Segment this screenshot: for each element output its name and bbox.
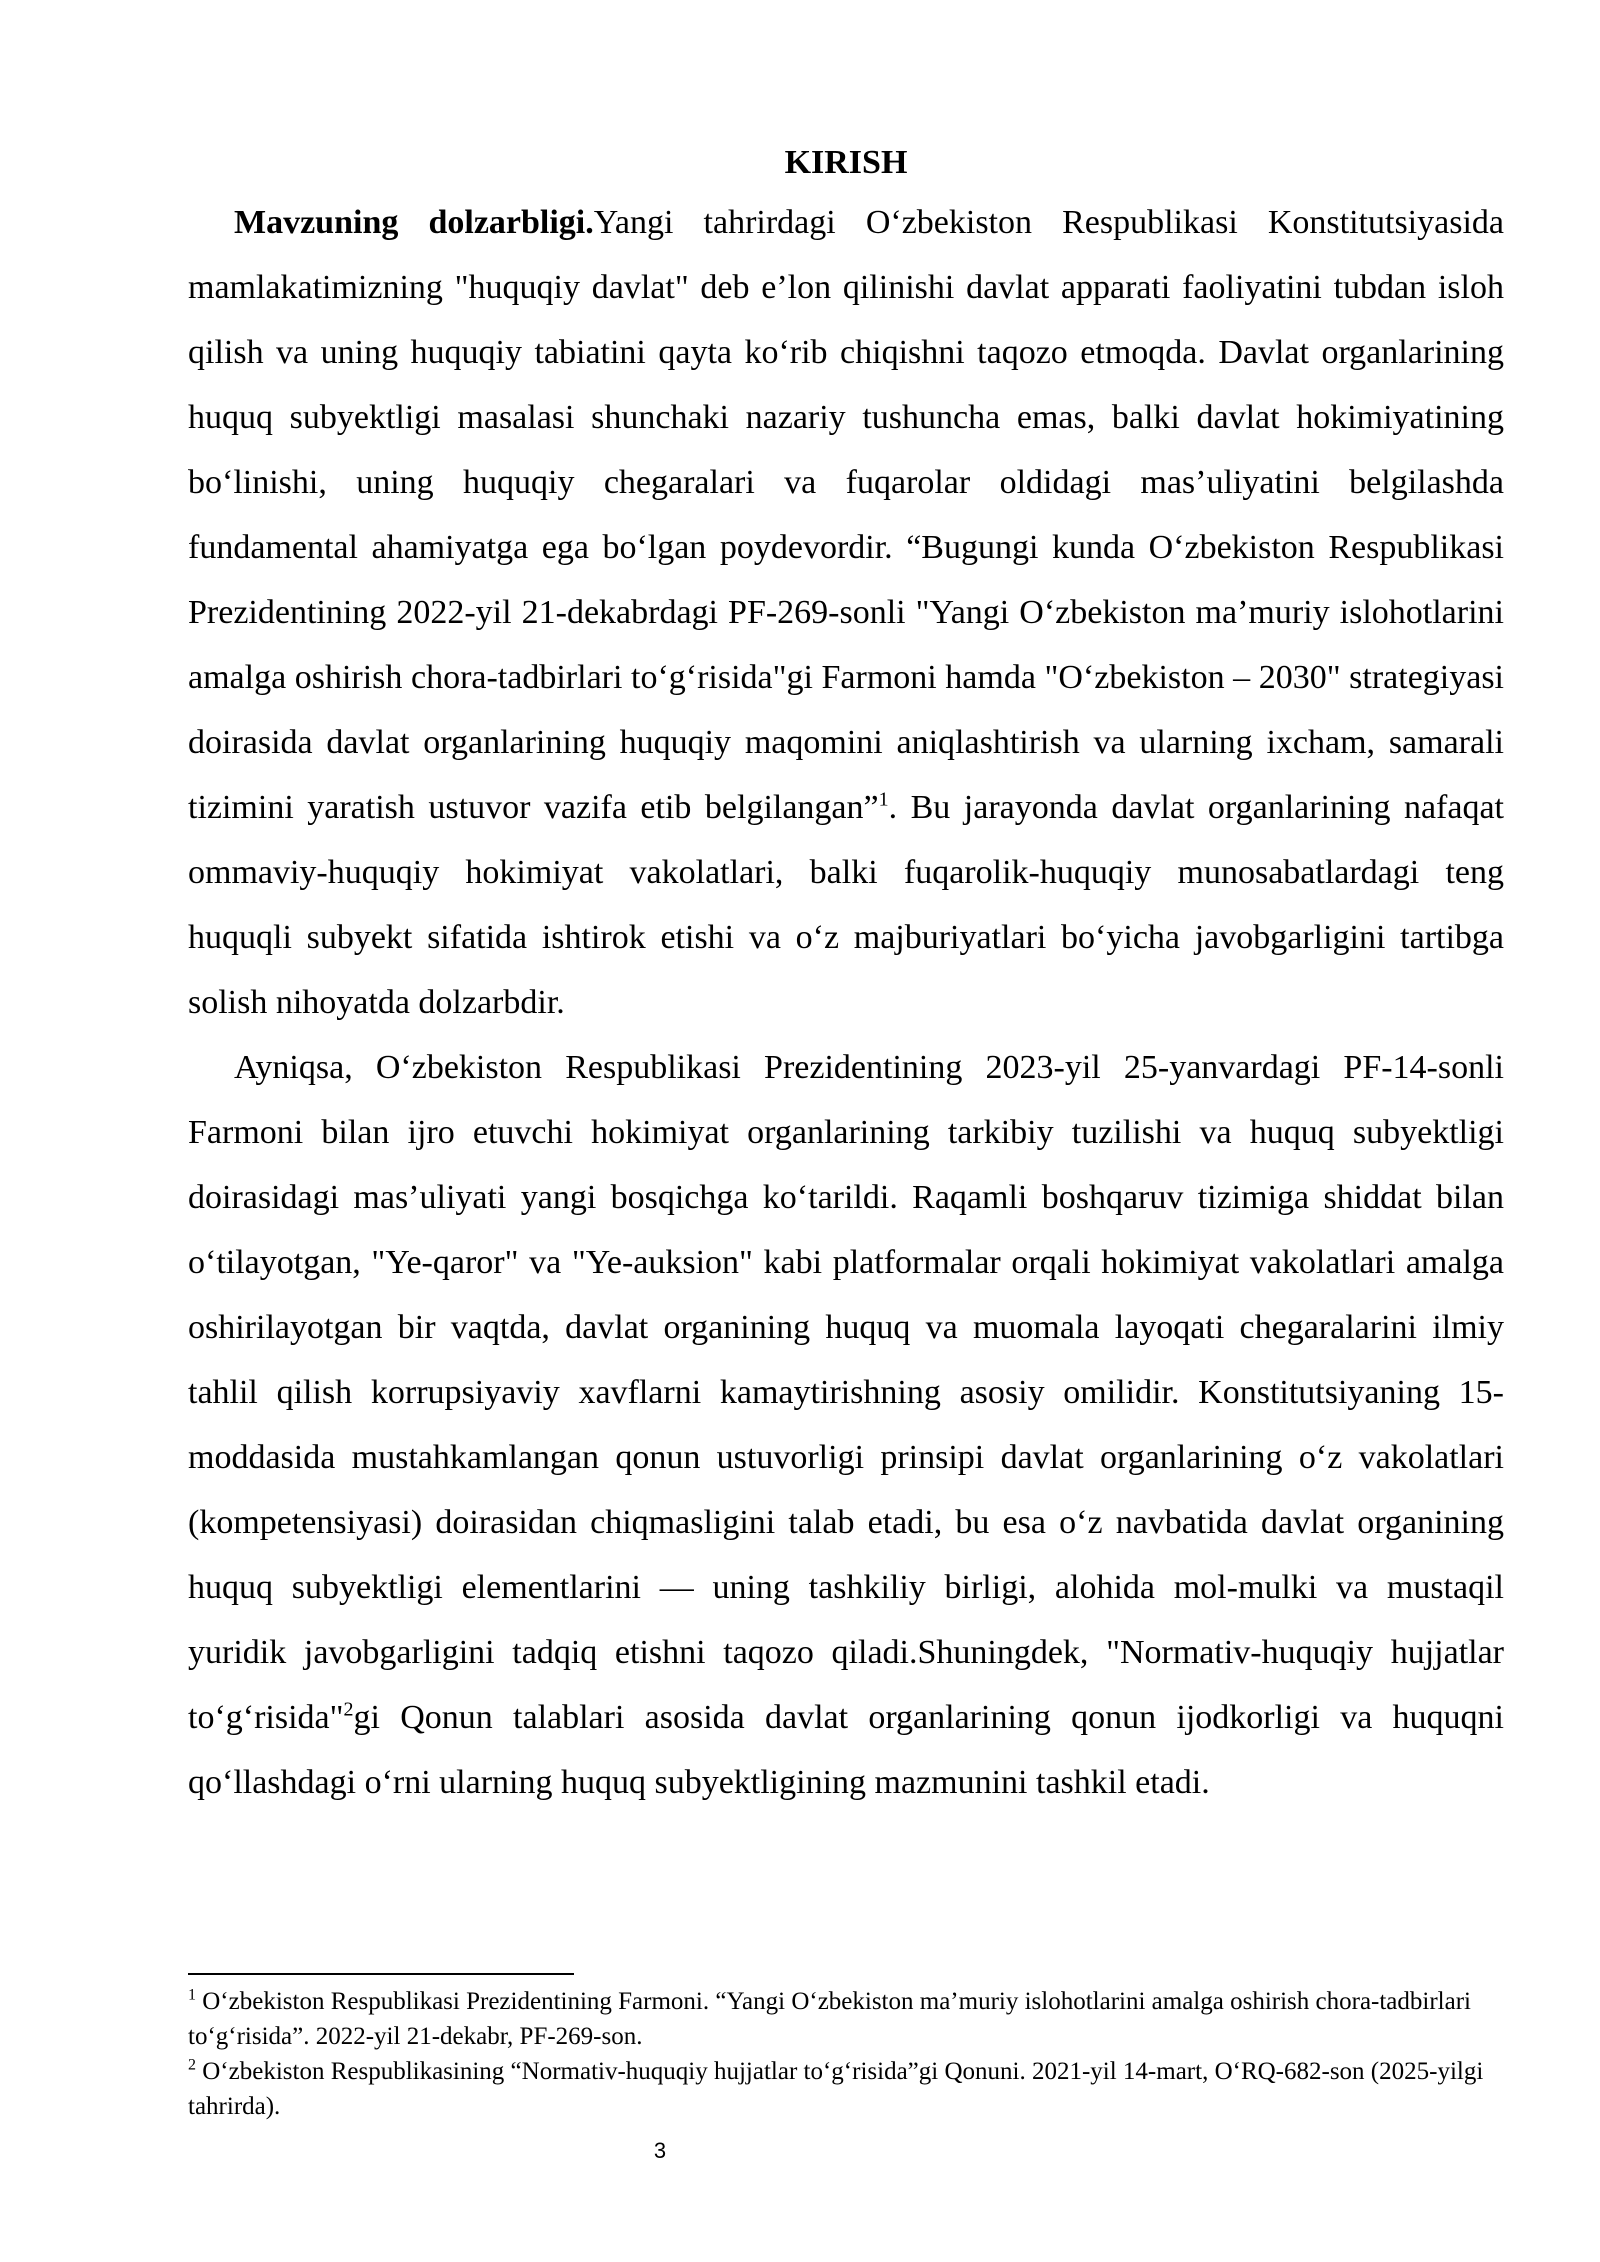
page-title: KIRISH bbox=[784, 144, 908, 181]
paragraph-relevance bbox=[188, 190, 1504, 1035]
footnote-text: O‘zbekiston Respublikasi Prezidentining Farmoni. “Yangi O‘zbekiston ma’muriy islohotlarini amalga oshirish chora-tadbirlari to‘g‘risida”. 2022-yil 21-dekabr, PF-269-son. bbox=[188, 1988, 1471, 2050]
footnotes bbox=[188, 1984, 1504, 2124]
paragraph-lead: Mavzuning dolzarbligi. bbox=[234, 204, 594, 241]
footnote-number: 2 bbox=[188, 2056, 196, 2074]
footnote-number: 1 bbox=[188, 1986, 196, 2004]
footnote bbox=[188, 2054, 1504, 2124]
footnote bbox=[188, 1984, 1504, 2054]
footnote-separator bbox=[188, 1973, 574, 1975]
paragraph-decree bbox=[188, 1035, 1504, 1815]
paragraph-text: . Bu jarayonda davlat organlarining nafaqat ommaviy-huquqiy hokimiyat vakolatlari, balki fuqarolik-huquqiy munosabatlardagi teng huquqli subyekt sifatida ishtirok etishi va o‘z majburiyatlari bo‘yicha javobgarligini tartibga solish nihoyatda dolzarbdir. bbox=[188, 789, 1505, 1021]
paragraph-text: Ayniqsa, O‘zbekiston Respublikasi Prezidentining 2023-yil 25-yanvardagi PF-14-sonli Farmoni bilan ijro etuvchi hokimiyat organlarining tarkibiy tuzilishi va huquq subyektligi doirasidagi mas’uliyati yangi bosqichga ko‘tarildi. Raqamli boshqaruv tizimiga shiddat bilan o‘tilayotgan, "Ye-qaror" va "Ye-auksion" kabi platformalar orqali hokimiyat vakolatlari amalga oshirilayotgan bir vaqtda, davlat organining huquq va muomala layoqati chegaralarini ilmiy tahlil qilish korrupsiyaviy xavflarni kamaytirishning asosiy omilidir. Konstitutsiyaning 15-moddasida mustahkamlangan qonun ustuvorligi prinsipi davlat organlarining o‘z vakolatlari (kompetensiyasi) doirasidan chiqmasligini talab etadi, bu esa o‘z navbatida davlat organining huquq subyektligi elementlarini — uning tashkiliy birligi, alohida mol-mulki va mustaqil yuridik javobgarligini tadqiq etishni taqozo qiladi.Shuningdek, "Normativ-huquqiy hujjatlar to‘g‘risida" bbox=[188, 1049, 1504, 1736]
footnote-reference[interactable]: 2 bbox=[343, 1698, 354, 1721]
footnote-text: O‘zbekiston Respublikasining “Normativ-huquqiy hujjatlar to‘g‘risida”gi Qonuni. 2021-yil 14-mart, O‘RQ-682-son (2025-yilgi tahrirda). bbox=[188, 2058, 1484, 2120]
footnote-reference[interactable]: 1 bbox=[878, 788, 889, 811]
page-number: 3 bbox=[653, 2138, 667, 2163]
paragraph-text: gi Qonun talablari asosida davlat organlarining qonun ijodkorligi va huquqni qo‘llashdagi o‘rni ularning huquq subyektligining mazmunini tashkil etadi. bbox=[188, 1699, 1504, 1801]
paragraph-text: Yangi tahrirdagi O‘zbekiston Respublikasi Konstitutsiyasida mamlakatimizning "huquqiy davlat" deb e’lon qilinishi davlat apparati faoliyatini tubdan isloh qilish va uning huquqiy tabiatini qayta ko‘rib chiqishni taqozo etmoqda. Davlat organlarining huquq subyektligi masalasi shunchaki nazariy tushuncha emas, balki davlat hokimiyatining bo‘linishi, uning huquqiy chegaralari va fuqarolar oldidagi mas’uliyatini belgilashda fundamental ahamiyatga ega bo‘lgan poydevordir. “Bugungi kunda O‘zbekiston Respublikasi Prezidentining 2022-yil 21-dekabrdagi PF-269-sonli "Yangi O‘zbekiston ma’muriy islohotlarini amalga oshirish chora-tadbirlari to‘g‘risida"gi Farmoni hamda "O‘zbekiston – 2030" strategiyasi doirasida davlat organlarining huquqiy maqomini aniqlashtirish va ularning ixcham, samarali tizimini yaratish ustuvor vazifa etib belgilangan” bbox=[188, 204, 1504, 826]
main-text bbox=[188, 138, 1504, 1815]
